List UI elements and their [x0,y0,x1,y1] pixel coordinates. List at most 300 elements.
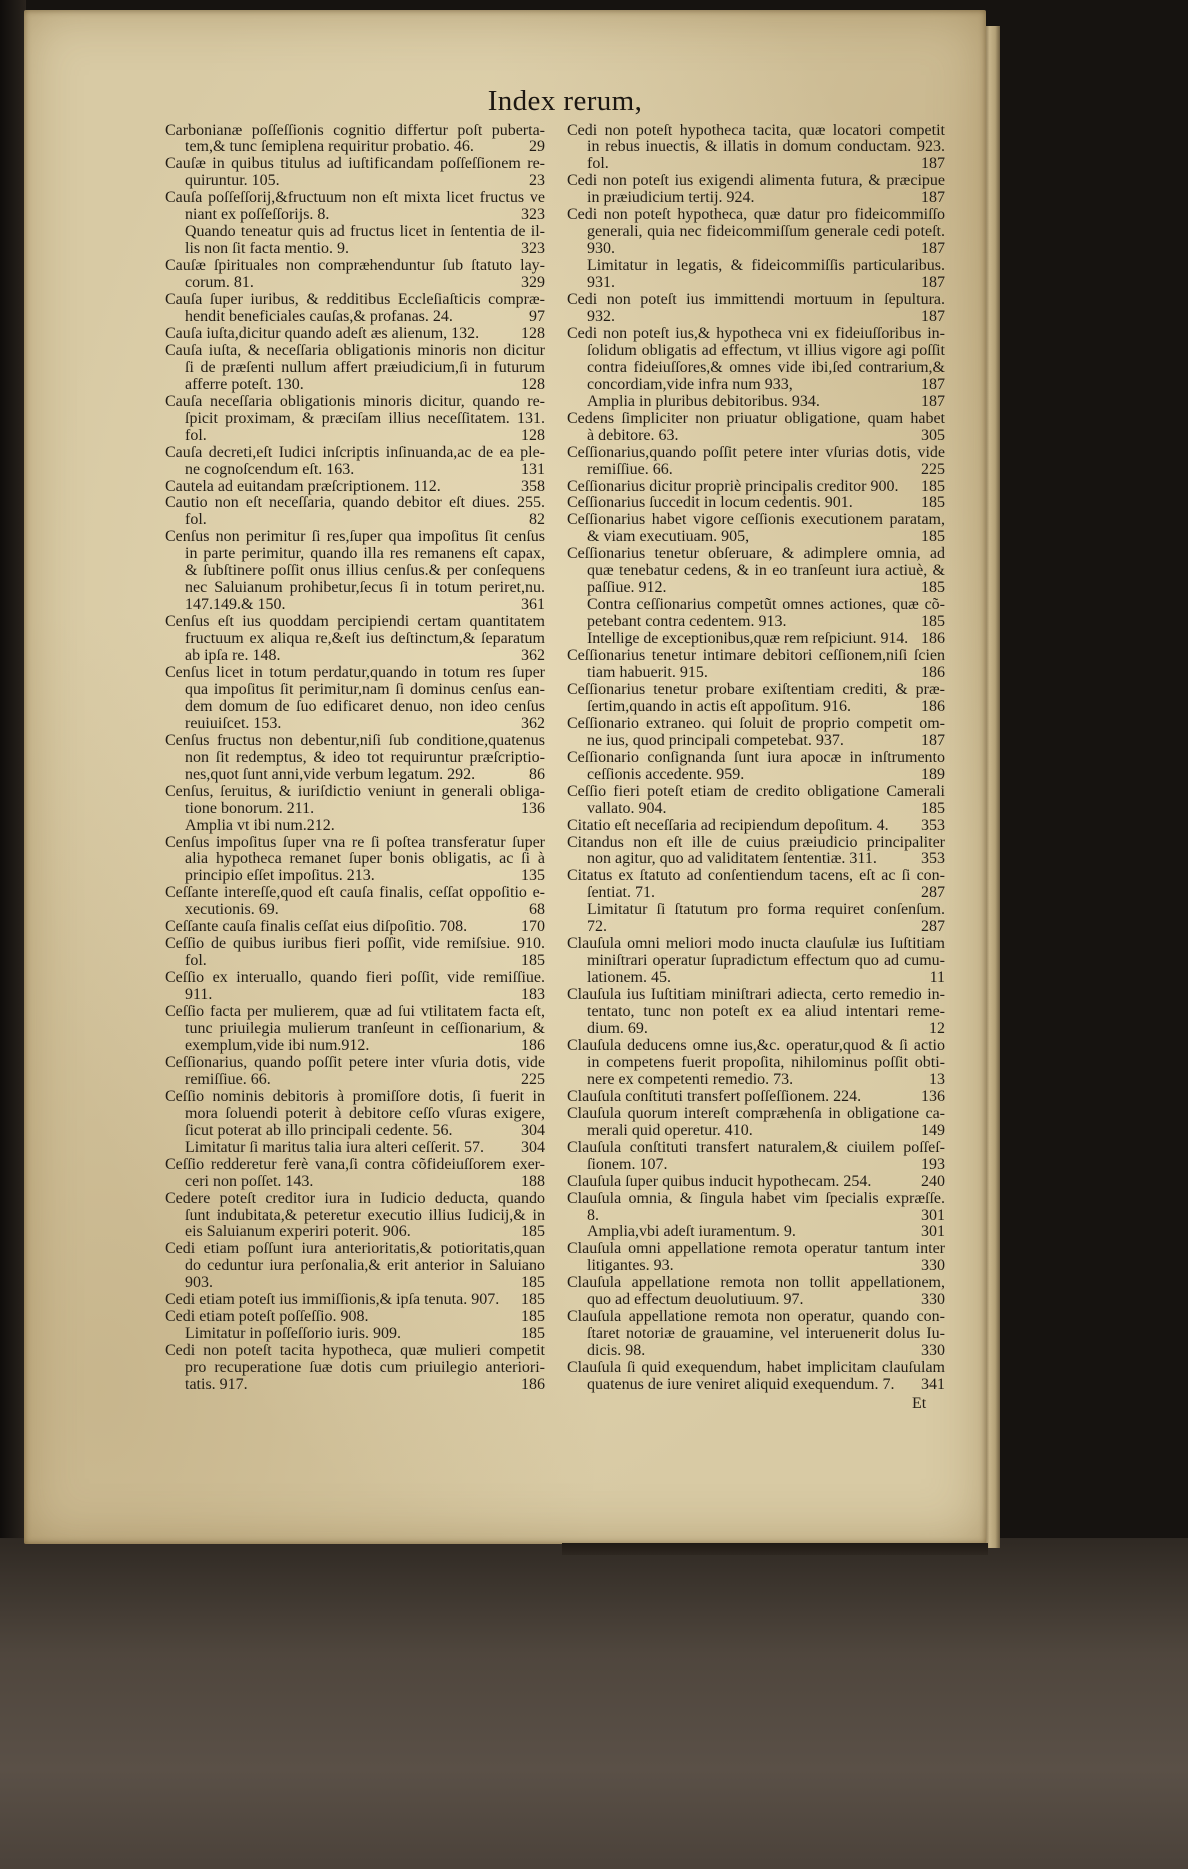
index-entry [165,835,545,886]
index-entry [165,156,545,190]
index-entry [165,784,545,835]
entry-line [567,1140,945,1157]
entry-line [567,1275,945,1292]
entry-text: Cenſus impoſitus ſuper vna re ſi poſtea transferatur ſuper [165,833,545,851]
binding-shadow [562,1543,988,1555]
entry-text: Cenſus non perimitur ſi res,ſuper qua impoſitus ſit cenſus [165,528,545,546]
entry-text: ſtaret notoriæ de grauamine, vel interuenerit dolus Iu- [587,1325,945,1343]
entry-line [165,885,545,902]
page-number: 86 [529,765,545,783]
entry-text: Ceſſante intereſſe,quod eſt cauſa finalis, ceſſat oppoſitio e- [165,884,545,902]
entry-line [165,987,545,1004]
index-entry [165,292,545,326]
index-subentry [567,597,945,631]
entry-text: & ſubſtinere poſſit onus illius cenſus.& per conſequens [185,562,545,580]
entry-text: Ceſſionarius tenetur obſeruare, & adimplere omnia, ad [567,545,945,563]
page-number: 287 [921,884,945,902]
index-entry [567,868,945,936]
index-entry [165,614,545,665]
page-number: 12 [929,1020,945,1038]
entry-text: ne cognoſcendum eſt. 163. [185,460,355,478]
index-entry [165,190,545,258]
entry-line [567,699,945,716]
entry-text: Ceſſionario conſignanda ſunt iura apocæ in inſtrumento [567,748,945,766]
page-number: 185 [521,1325,545,1343]
entry-text: Citatio eſt neceſſaria ad recipiendum depoſitum. 4. [567,816,889,834]
entry-line [165,292,545,309]
entry-line [567,580,945,597]
entry-line [165,1309,545,1326]
index-subentry [567,902,945,936]
entry-text: ſentiat. 71. [587,884,655,902]
entry-text: Intellige de exceptionibus,quæ rem reſpiciunt. 914. [587,630,909,648]
entry-text: dium. 69. [587,1020,648,1038]
index-entry [165,970,545,1004]
page-number: 13 [929,1070,945,1088]
entry-line [567,563,945,580]
entry-line [567,190,945,207]
entry-text: Clauſula ſuper quibus inducit hypothecam. 254. [567,1172,872,1190]
entry-line [165,1326,545,1343]
page-number: 187 [921,240,945,258]
entry-text: Cedi etiam poſſunt iura anterioritatis,& potioritatis,quan [165,1240,545,1258]
entry-text: Ceſſionarius dicitur propriè principalis creditor 900. [567,477,899,495]
entry-text: Clauſula conſtituti transfert naturalem,& ciuilem poſſeſ- [567,1138,945,1156]
index-entry [567,123,945,174]
entry-text: qua impoſitus ſit perimitur,nam ſi dominus cenſus ean- [185,680,545,698]
entry-text: do ceduntur iura perſonalia,& erit anterior in Saluiano [185,1257,545,1275]
entry-line [567,1123,945,1140]
entry-text: mora ſoluendi poterit à debitore ceſſo vſuras exigere, [185,1104,545,1122]
index-entry [567,1140,945,1174]
page-number: 185 [921,613,945,631]
page-number: 187 [921,731,945,749]
entry-line [165,1038,545,1055]
entry-line [567,818,945,835]
entry-text: Contra ceſſionarius competũt omnes actiones, quæ cõ- [587,596,945,614]
entry-text: quiruntur. 105. [185,172,280,190]
entry-line [567,156,945,173]
page-number: 301 [921,1223,945,1241]
entry-line [567,546,945,563]
index-subentry [165,1326,545,1343]
entry-text: fol. [587,155,609,173]
entry-text: 931. [587,274,615,292]
page-number: 185 [521,1223,545,1241]
entry-line [567,597,945,614]
entry-text: Cautio non eſt neceſſaria, quando debitor eſt diues. 255. [165,494,545,512]
entry-text: Cauſa ſuper iuribus, & redditibus Eccleſiaſticis compræ- [165,291,545,309]
page-number: 362 [521,647,545,665]
entry-line [165,835,545,852]
index-entry [567,512,945,546]
entry-line [567,750,945,767]
page-number: 170 [521,918,545,936]
entry-text: tiam habuerit. 915. [587,664,708,681]
background-bottom [0,1538,1188,1869]
entry-line [567,1157,945,1174]
entry-line [567,258,945,275]
entry-line [567,241,945,258]
entry-text: Cedi non poteſt hypotheca, quæ datur pro fideicommiſſo [567,206,945,224]
page-number: 68 [529,901,545,919]
index-entry [567,1089,945,1106]
entry-text: concordiam,vide infra num 933, [587,375,793,393]
entry-line [165,1258,545,1275]
entry-text: Clauſula omnia, & ſingula habet vim ſpecialis expræſſe. [567,1189,945,1207]
page-number: 131 [521,460,545,478]
entry-text: Amplia in pluribus debitoribus. 934. [587,392,820,410]
entry-line [165,597,545,614]
entry-text: & viam executiuam. 905, [587,528,750,546]
entry-text: in parte perimitur, quando illa res remanens eſt capax, [185,545,545,563]
entry-text: quæ tenebatur cedens, & in eo tranſeunt iura actiuè, & [587,562,945,580]
entry-line [567,1174,945,1191]
entry-line [165,360,545,377]
page-number: 23 [529,172,545,190]
page-number: 185 [521,1274,545,1292]
entry-text: generali, quia nec fideicommiſſum generale cedi poteſt. [587,223,945,241]
index-entry [567,495,945,512]
entry-text: fol. [185,952,207,970]
entry-text: dicis. 98. [587,1342,646,1360]
page-title: Index rerum, [487,85,643,117]
entry-line [165,529,545,546]
page-number: 185 [921,494,945,512]
entry-line [567,1360,945,1377]
entry-line [165,902,545,919]
entry-line [165,1224,545,1241]
entry-text: afferre poteſt. 130. [185,375,304,393]
entry-text: Cedi etiam poteſt ius immiſſionis,& ipſa tenuta. 907. [165,1291,500,1309]
entry-line [567,292,945,309]
page-number: 185 [921,477,945,495]
index-subentry [567,394,945,411]
index-entry [165,529,545,614]
entry-text: Cedens ſimpliciter non priuatur obligatione, quam habet [567,409,945,427]
index-subentry [165,224,545,258]
entry-line [567,1191,945,1208]
entry-line [567,1224,945,1241]
entry-line [165,1208,545,1225]
index-column-left [165,123,545,1394]
entry-text: Amplia vt ibi num.212. [185,816,335,834]
entry-text: 932. [587,307,615,325]
entry-line [567,1055,945,1072]
entry-line [165,1157,545,1174]
entry-text: Clauſula omni appellatione remota operatur tantum inter [567,1240,945,1258]
entry-text: contra fideiuſſores,& omnes vide ibi,ſed contrarium,& [587,358,945,376]
page-number: 353 [921,816,945,834]
entry-line [165,919,545,936]
entry-line [567,1208,945,1225]
entry-line [165,1004,545,1021]
entry-text: corum. 81. [185,274,254,292]
entry-text: Cedi etiam poteſt poſſeſſio. 908. [165,1308,369,1326]
entry-line [165,682,545,699]
entry-text: Ceſſio ex interuallo, quando fieri poſſit, vide remiſſiue. [165,969,545,987]
entry-line [567,139,945,156]
index-entry [165,1292,545,1309]
entry-text: Quando teneatur quis ad fructus licet in ſententia de il- [185,223,545,241]
entry-text: in præiudicium tertij. 924. [587,189,755,207]
entry-text: reuiuiſcet. 153. [185,714,282,732]
index-subentry [567,631,945,648]
index-entry [567,682,945,716]
page-number: 187 [921,189,945,207]
entry-line [165,190,545,207]
entry-line [165,1140,545,1157]
entry-line [165,970,545,987]
page-number: 187 [921,375,945,393]
entry-line [567,462,945,479]
entry-text: Cenſus licet in totum perdatur,quando in totum res ſuper [165,664,545,681]
index-entry [567,987,945,1038]
index-entry [165,1309,545,1343]
page-number: 128 [521,324,545,342]
index-subentry [165,1140,545,1157]
entry-text: Amplia,vbi adeſt iuramentum. 9. [587,1223,796,1241]
page-number: 186 [521,1376,545,1394]
entry-line [165,767,545,784]
entry-line [567,1309,945,1326]
entry-line [165,936,545,953]
entry-line [567,123,945,140]
entry-text: Carbonianæ poſſeſſionis cognitio differtur poſt puberta- [165,121,545,139]
entry-text: tentato, tunc non poteſt ex ea aliud intentari reme- [587,1003,945,1021]
page-number: 136 [521,799,545,817]
page-number: 185 [921,579,945,597]
entry-line [165,343,545,360]
entry-text: Clauſula ſi quid exequendum, habet implicitam clauſulam [567,1359,945,1377]
entry-text: tione bonorum. 211. [185,799,315,817]
entry-text: Ceſſionarius ſuccedit in locum cedentis. 901. [567,494,853,512]
entry-text: Ceſſionarius tenetur intimare debitori ceſſionem,niſi ſcien [567,647,945,665]
page-number: 186 [921,664,945,681]
entry-text: ſolidum obligatis ad effectum, vt illius vigore agi poſſit [587,341,945,359]
entry-text: in competens fuerit propoſita, nihilominus poſſit obti- [587,1053,945,1071]
entry-text: Clauſula conſtituti transfert poſſeſſionem. 224. [567,1087,862,1105]
entry-line [567,173,945,190]
entry-line [165,699,545,716]
entry-line [165,614,545,631]
page-number: 186 [921,697,945,715]
entry-text: vallato. 904. [587,799,667,817]
page-number: 183 [521,986,545,1004]
entry-line [165,1377,545,1394]
entry-line [567,1072,945,1089]
entry-line [165,953,545,970]
index-entry [165,885,545,919]
entry-text: Ceſſionario extraneo. qui ſoluit de proprio competit om- [567,714,945,732]
entry-line [567,394,945,411]
index-entry [165,445,545,479]
entry-text: Cenſus, ſeruitus, & iuriſdictio veniunt in generali obliga- [165,782,545,800]
entry-line [567,1343,945,1360]
entry-line [165,462,545,479]
page-number: 323 [521,206,545,224]
entry-line [165,868,545,885]
entry-text: Ceſſionarius habet vigore ceſſionis executionem paratam, [567,511,945,529]
index-entry [567,716,945,750]
entry-line [567,529,945,546]
entry-text: Clauſula omni meliori modo inucta clauſulæ ius Iuſtitiam [567,935,945,953]
catchword: Et [912,1394,927,1412]
entry-text: Cedi non poteſt ius exigendi alimenta futura, & præcipue [567,172,945,190]
entry-text: Cenſus fructus non debentur,niſi ſub conditione,quatenus [165,731,545,749]
entry-text: 903. [185,1274,213,1292]
entry-line [165,1021,545,1038]
entry-text: 72. [587,918,607,936]
page-number: 29 [529,138,545,156]
entry-text: Ceſſante cauſa finalis ceſſat eius diſpoſitio. 708. [165,918,468,936]
entry-line [567,1292,945,1309]
entry-text: Cedi non poteſt hypotheca tacita, quæ locatori competit [567,121,945,139]
entry-line [165,1360,545,1377]
index-entry [567,292,945,326]
page-number: 188 [521,1172,545,1190]
entry-line [567,682,945,699]
entry-line [165,1191,545,1208]
entry-text: Limitatur in poſſeſſorio iuris. 909. [185,1325,401,1343]
page-number: 330 [921,1291,945,1309]
entry-line [567,716,945,733]
page-number: 128 [521,375,545,393]
index-entry [165,919,545,936]
entry-text: alia hypotheca remanet ſuper bonis obligatis, ac ſi à [185,850,545,868]
entry-text: non agitur, quo ad validitatem ſententiæ. 311. [587,850,877,868]
index-entry [567,750,945,784]
entry-line [165,1343,545,1360]
entry-text: Ceſſionarius tenetur probare exiſtentiam crediti, & præ- [567,680,945,698]
entry-line [567,445,945,462]
entry-text: ſi de præſenti nullum affert præiudicium,ſi in futurum [185,358,545,376]
entry-text: xecutionis. 69. [185,901,279,919]
entry-text: Cedi non poteſt ius,& hypotheca vni ex fideiuſſoribus in- [567,324,945,342]
entry-text: Clauſula ius Iuſtitiam miniſtrari adiecta, certo remedio in- [567,986,945,1004]
entry-line [165,512,545,529]
index-entry [165,495,545,529]
entry-text: niant ex poſſeſſorijs. 8. [185,206,330,224]
entry-line [567,1038,945,1055]
entry-text: fol. [185,426,207,444]
index-entry [165,123,545,157]
entry-text: Clauſula deducens omne ius,&c. operatur,quod & ſi actio [567,1036,945,1054]
entry-line [567,767,945,784]
entry-line [165,326,545,343]
index-entry [567,411,945,445]
entry-line [567,953,945,970]
entry-line [165,428,545,445]
entry-line [567,411,945,428]
entry-line [165,1241,545,1258]
entry-line [165,445,545,462]
entry-text: quo ad effectum deuolutiuum. 97. [587,1291,804,1309]
entry-text: Ceſſio redderetur ferè vana,ſi contra cõfideiuſſorem exer- [165,1155,545,1173]
entry-line [567,343,945,360]
entry-text: Citandus non eſt ille de cuius præiudicio principaliter [567,833,945,851]
entry-line [165,275,545,292]
index-column-right [567,123,945,1394]
page-number: 240 [921,1172,945,1190]
entry-text: nes,quot ſunt anni,vide verbum legatum. 292. [185,765,476,783]
entry-line [567,1106,945,1123]
entry-line [567,970,945,987]
entry-text: lis non ſit facta mentio. 9. [185,240,349,258]
entry-text: à debitore. 63. [587,426,679,444]
entry-line [567,936,945,953]
page-number: 304 [521,1138,545,1156]
page-number: 287 [921,918,945,936]
page-number: 225 [921,460,945,478]
entry-line [567,1021,945,1038]
entry-line [165,1089,545,1106]
entry-text: Ceſſio fieri poteſt etiam de credito obligatione Camerali [567,782,945,800]
page-number: 358 [521,477,545,495]
entry-text: Cedi non poteſt tacita hypotheca, quæ mulieri competit [165,1342,545,1360]
entry-text: Cauſa iuſta,dicitur quando adeſt æs alienum, 132. [165,324,480,342]
entry-text: principio eſſet impoſitus. 213. [185,867,375,885]
index-subentry [165,818,545,835]
index-entry [567,1309,945,1360]
entry-line [567,1258,945,1275]
index-entry [165,394,545,445]
entry-line [567,224,945,241]
entry-text: Ceſſionarius, quando poſſit petere inter vſuria dotis, vide [165,1053,545,1071]
entry-text: ſertim,quando in actis eſt appoſitum. 916. [587,697,851,715]
entry-line [567,479,945,496]
entry-text: 8. [587,1206,599,1224]
entry-line [165,156,545,173]
index-entry [567,445,945,479]
index-entry [567,546,945,648]
entry-line [165,801,545,818]
entry-line [567,885,945,902]
page-number: 225 [521,1070,545,1088]
entry-text: Cauſa iuſta, & neceſſaria obligationis minoris non dicitur [165,341,545,359]
entry-text: tatis. 917. [185,1376,248,1394]
index-entry [165,1343,545,1394]
entry-text: exemplum,vide ibi num.912. [185,1036,370,1054]
entry-text: Ceſſio de quibus iuribus fieri poſſit, vide remiſsiue. 910. [165,935,545,953]
entry-text: Clauſula quorum intereſt compræhenſa in obligatione ca- [567,1104,945,1122]
page-number: 301 [921,1206,945,1224]
entry-text: eis Saluianum experiri poterit. 906. [185,1223,411,1241]
entry-line [567,1004,945,1021]
entry-line [567,851,945,868]
entry-text: fructuum ex aliqua re,&eſt ius deſtinctum,& ſeparatum [185,630,545,648]
entry-line [165,258,545,275]
index-entry [165,343,545,394]
entry-line [165,665,545,682]
entry-text: merali quid operetur. 410. [587,1121,753,1139]
index-entry [567,1106,945,1140]
index-entry [165,733,545,784]
index-entry [165,1157,545,1191]
entry-line [567,495,945,512]
entry-line [165,173,545,190]
entry-text: Cauſa decreti,eſt Iudici inſcriptis inſinuanda,ac de ea ple- [165,443,545,461]
entry-text: dem domum de ſuo edificaret denuo, non ideo cenſus [185,697,545,715]
entry-text: nec Saluianum prohibetur,ſecus ſi in totum periret,nu. [185,579,545,597]
page-number: 361 [521,596,545,614]
entry-text: Cedi non poteſt ius immittendi mortuum in ſepultura. [567,291,945,309]
entry-line [567,801,945,818]
page-number: 187 [921,307,945,325]
index-entry [165,1004,545,1055]
entry-text: ceri non poſſet. 143. [185,1172,314,1190]
entry-line [567,614,945,631]
